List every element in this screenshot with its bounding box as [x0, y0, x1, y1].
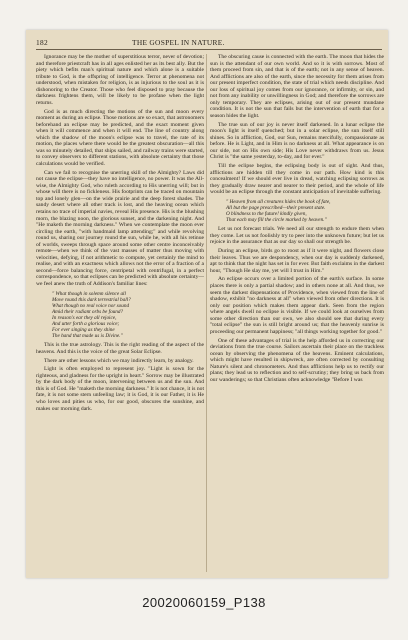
scanned-page: [26, 30, 388, 578]
paragraph: Can we fail to recognise the unerring skill of the Almighty? Laws did not cause the eclipse—they have no intelligence, no power. It was the All-wise, the Almighty God, who ruleth according to His unerring will; but in whose will there is no fickleness. His footprints can be traced on mountain top and lonely glen—on the wide prairie and the deep forest shades. The sandy desert where all other track is lost, and the heaving ocean which retains no trace of imperial navies, reveal His presence. His is the blushing morn, the blazing noon, the glorious sunset, and the darkening night. And "He maketh the morning darkness." When we contemplate the moon ever circling the earth, "with handmaid lamp attending;" and while revolving round us, sharing our journey round the sun, while he, with all his retinue of worlds, sweeps through space around some other centre inconceivably remote—when we think of the vast masses of matter thus moving with velocities, defying, if not arithmetic to compute, yet certainly the mind to realise, and with an exactness which allows not the error of a fraction of a second—force balancing force, centripetal with centrifugal, in a perfect correspondence, so that eclipses can be predicted with absolute certainty—we feel anew the truth of Addison's familiar lines:: [36, 169, 204, 287]
poem-line: Amid their radiant orbs be found?: [52, 308, 124, 315]
poem-line: In reason's ear they all rejoice,: [52, 314, 117, 321]
column-divider: [206, 54, 207, 572]
image-caption: 20020060159_P138: [142, 595, 266, 610]
paragraph: The obscuring cause is connected with the earth. The moon that hides the sun is the attendant of our own world. And so it is with sorrows. Most of them proceed from sin, and that is of the earth; not in any sense of heaven. And afflictions are also of the earth, since the necessity for them arises from our present imperfect condition, the state of trial which needs discipline. And our loss of spiritual joy comes from our ignorance, or infirmity, or sin, and not from any inability or unwillingness in God; and therefore the sorrows are only temporary. They are eclipses, arising out of our present mundane condition. It is not the sun that fails but the intervention of earth that for a season hides the light.: [210, 54, 384, 119]
paragraph: God is as much directing the motions of the sun and moon every moment as during an eclipse. Those motions are so exact, that astronomers beforehand an eclipse may be predicted, and the exact moment given when it will commence and when it will end. The line of country along which the shadow of the moon's eclipse was to travel, the rate of its motion, the places where there would be the greatest obscuration—all this was so minutely detailed, that ships sailed, and railway trains were started, to convey observers to different stations, with absolute certainty that those calculations would be verified.: [36, 108, 204, 167]
poem-line: All but the page prescribed—their present state.: [226, 204, 326, 211]
poem-line: What though no real voice nor sound: [52, 302, 130, 309]
paragraph: One of these advantages of trial is the help afforded us in correcting our deviations from the true course. Sailors ascertain their place on the trackless ocean by observing the phenomena of the heavens. Eminent calculations, which might have resulted in shipwreck, are often corrected by consulting Nature's silent and chronometers. And thus afflictions help us to rectify our plans; they lead us to reflection and to self-scrutiny; they bring us back from our wanderings; so that Christians often acknowledge "Before I was: [210, 337, 384, 383]
paragraph: Till the eclipse begins, the eclipsing body is out of sight. And thus, afflictions are hidden till they come in our path. How kind is this concealment! If we should ever live in dread, watching eclipsing sorrows as they gradually draw nearer and nearer to their period, and the whole of life would be an eclipse through the constant anticipation of inevitable suffering.: [210, 163, 384, 196]
paragraph: The true sun of our joy is never itself darkened. In a lunar eclipse the moon's light is itself quenched; but in a solar eclipse, the sun itself still shines. So in affliction, God, our Sun, remains mercifully, compassionate as before. He is Light, and in Him is no darkness at all. What appearance is on our side, not on His own side; His Love never withdraws from us. Jesus Christ is "the same yesterday, to-day, and for ever.": [210, 121, 384, 161]
poem-line: That each may fill the circle marked by heaven.": [226, 217, 327, 224]
left-column: [36, 54, 204, 414]
poem-line: For ever singing as they shine: [52, 327, 115, 334]
poem-line: O blindness to the future! kindly given,: [226, 211, 307, 218]
paragraph: Light is often employed to represent joy. "Light is sown for the righteous, and gladness for the upright in heart." Sorrow may be illustrated by the dark body of the moon, intervening between us and the sun. And this is of God. He "maketh the morning darkness." It is not chance, it is not fate, it is not some stern unfeeling law; it is God, it is our Father, it is He who loves and pities us who, for our good, obscures the sunshine, and makes our morning dark.: [36, 366, 205, 412]
poem-line: " What though in solemn silence all: [52, 290, 126, 297]
poem-line: " Heaven from all creatures hides the book of fate,: [226, 198, 331, 205]
paragraph: During an eclipse, birds go to roost as if it were night, and flowers close their leaves. Thus we are despondency, when our day is suddenly darkened, apt to think that the night has set in for ever. But faith exclaims in the darkest hour, "Though He slay me, yet will I trust in Him.": [210, 248, 384, 274]
running-title: THE GOSPEL IN NATURE.: [132, 38, 225, 47]
paragraph: There are other lessons which we may indirectly learn, by analogy.: [44, 357, 194, 364]
header-rule: [36, 49, 382, 50]
poem-line: And utter forth a glorious voice;: [52, 320, 120, 327]
paragraph: Let us not forecast trials. We need all our strength to endure them when they come. Let us not foolishly try to peer into the unknown future; but let us rejoice in the assurance that as our day so shall our strength be.: [210, 226, 384, 246]
poem-line: Move round this dark terrestrial ball?: [52, 296, 131, 303]
page-number: 182: [36, 38, 48, 47]
poem-quote: [52, 291, 204, 340]
paragraph: An eclipse occurs over a limited portion of the earth's surface. In some places there is only a partial shadow; and in others none at all. And thus, we seem the darkest dispensations of Providence, when viewed from the line of shadow, exhibit "no darkness at all" when viewed from other directions. It is only our position which makes them appear dark. Seen from the region where angels dwell no eclipse is visible. If we could look at ourselves from some other direction than our own, we also should see that during every "total eclipse" the sun is still bright around us; that the heavenly sunrise is proceeding our permanent happiness; "all things working together for good.": [210, 276, 384, 335]
poem-line: The hand that made us is Divine.": [52, 333, 123, 340]
right-column: [210, 54, 384, 386]
paragraph: Ignorance may be the mother of superstitious terror, never of devotion; and therefore priestcraft has in all ages enlisted her as its best ally. But the piety which befits man's spiritual nature and which alone is a suitable tribute to God, is the offspring of intelligence. Terror at phenomena not understood, when mistaken for religion, is as injurious to the soul as it is dishonoring to the Creator. Those who feel disposed to pray because the darkness frightens them, will be likely to be profane when the light returns.: [36, 54, 204, 106]
poem-quote: [226, 199, 384, 223]
paragraph: This is the true astrology. This is the right reading of the aspect of the heavens. And this is the voice of the great Solar Eclipse.: [36, 342, 204, 355]
